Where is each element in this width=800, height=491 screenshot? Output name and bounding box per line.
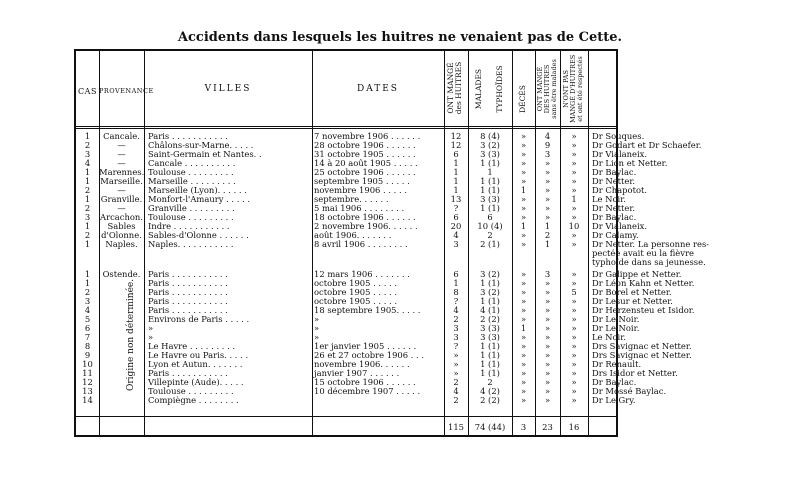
cell-nont-pas: » [571, 314, 577, 324]
cell-observation: pectée avait eu la fièvre [592, 248, 694, 258]
cell-deces: » [520, 287, 527, 297]
cell-cas: 3 [84, 212, 91, 222]
cell-deces: » [520, 359, 527, 369]
total-malades: 74 (44) [474, 422, 506, 432]
cell-sans-malades: » [544, 185, 551, 195]
cell-malades: 1 (1) [480, 341, 500, 351]
cell-malades: 1 [487, 167, 493, 177]
cell-ont-mange: 1 [453, 167, 459, 177]
cell-ont-mange: 1 [453, 278, 459, 288]
cell-ville: Marseille . . . . . . . . . [148, 176, 236, 186]
cell-ont-mange: » [453, 359, 459, 369]
cell-nont-pas: » [571, 332, 577, 342]
cell-cas: 1 [84, 278, 91, 288]
cell-deces: » [520, 212, 527, 222]
cell-date: » [314, 314, 320, 324]
cell-cas: 11 [82, 368, 93, 378]
accidents-table [74, 49, 710, 437]
cell-nont-pas: » [571, 350, 577, 360]
cell-malades: 1 (1) [480, 158, 500, 168]
cell-sans-malades: 1 [544, 221, 551, 231]
cell-malades: 10 (4) [477, 221, 503, 231]
cell-cas: 14 [82, 395, 93, 405]
cell-sans-malades: » [544, 314, 551, 324]
cell-observation: Dr Baylac. [592, 167, 637, 177]
cell-sans-malades: » [544, 167, 551, 177]
cell-ville: Lyon et Autun. . . . . . . [148, 359, 243, 369]
cell-provenance: Sables [107, 221, 136, 231]
cell-provenance: — [117, 140, 126, 150]
cell-cas: 9 [84, 350, 91, 360]
cell-nont-pas: » [571, 395, 577, 405]
cell-nont-pas: » [571, 296, 577, 306]
cell-ville: Environs de Paris . . . . . [148, 314, 250, 324]
cell-deces: » [520, 158, 527, 168]
cell-ont-mange: » [453, 350, 459, 360]
cell-deces: » [520, 296, 527, 306]
cell-malades: 6 [487, 212, 493, 222]
cell-nont-pas: » [571, 176, 577, 186]
cell-provenance: — [117, 185, 126, 195]
cell-sans-malades: » [544, 305, 551, 315]
header-deces: DÉCÈS [518, 85, 527, 113]
cell-deces: » [520, 386, 527, 396]
cell-malades: 1 (1) [480, 203, 500, 213]
cell-ville: Toulouse . . . . . . . . . [148, 212, 234, 222]
cell-ont-mange: 6 [453, 269, 459, 279]
cell-deces: 1 [520, 221, 527, 231]
cell-ont-mange: 4 [453, 386, 459, 396]
origin-label: Origine non déterminée. [126, 278, 136, 391]
cell-date: novembre 1906. . . . . . [314, 359, 410, 369]
cell-cas: 4 [84, 305, 91, 315]
cell-deces: » [520, 377, 527, 387]
cell-observation: Dr Le Noir. [592, 314, 640, 324]
cell-malades: 1 (1) [480, 278, 500, 288]
cell-ont-mange: 12 [450, 131, 462, 141]
cell-malades: 4 (2) [480, 386, 500, 396]
cell-deces: » [520, 149, 527, 159]
cell-deces: » [520, 176, 527, 186]
cell-cas: 12 [82, 377, 93, 387]
header-nont-pas-line3: et ont été respectés [576, 56, 584, 122]
cell-ont-mange: 1 [453, 176, 459, 186]
header-nont-pas [563, 55, 584, 123]
cell-nont-pas: » [571, 230, 577, 240]
cell-sans-malades: » [544, 341, 551, 351]
cell-ont-mange: 3 [453, 332, 459, 342]
cell-ville: Compiègne . . . . . . . . [148, 395, 239, 405]
cell-observation: Dr Renault. [592, 359, 642, 369]
cell-observation: Dr Lesur et Netter. [592, 296, 673, 306]
cell-cas: 3 [84, 149, 91, 159]
cell-observation: Dr Le Noir. [592, 323, 640, 333]
cell-date: 12 mars 1906 . . . . . . . [314, 269, 410, 279]
cell-ont-mange: 4 [453, 305, 459, 315]
cell-nont-pas: » [571, 323, 577, 333]
cell-sans-malades: » [544, 212, 551, 222]
cell-cas: 10 [82, 359, 93, 369]
header-ont-mange-line3: HUITRES [454, 61, 463, 99]
cell-observation: Dr Le Gry. [592, 395, 636, 405]
cell-date: octobre 1905 . . . . . [314, 296, 398, 306]
cell-ont-mange: ? [453, 203, 459, 213]
cell-malades: 2 [487, 230, 493, 240]
cell-ville: Sables-d'Olonne . . . . . . [148, 230, 249, 240]
cell-provenance: d'Olonne. [101, 230, 142, 240]
cell-nont-pas: » [571, 278, 577, 288]
cell-provenance: — [117, 203, 126, 213]
cell-date: 25 octobre 1906 . . . . . . [314, 167, 416, 177]
cell-deces: » [520, 314, 527, 324]
cell-cas: 1 [84, 239, 91, 249]
cell-malades: 2 (2) [480, 395, 500, 405]
cell-ont-mange: 12 [450, 140, 462, 150]
col-rule [144, 51, 145, 435]
cell-provenance: Marseille. [100, 176, 143, 186]
cell-observation: Dr Vialaneix. [592, 149, 648, 159]
cell-date: octobre 1905 . . . . . [314, 287, 398, 297]
total-sans-malades: 23 [542, 422, 553, 432]
header-ont-mange-sans-malades [537, 55, 558, 123]
cell-malades: 1 (1) [480, 185, 500, 195]
cell-sans-malades: 4 [544, 131, 551, 141]
cell-nont-pas: » [571, 359, 577, 369]
cell-cas: 8 [84, 341, 91, 351]
cell-malades: 3 (3) [480, 323, 500, 333]
cell-sans-malades: » [544, 350, 551, 360]
cell-malades: 3 (2) [480, 140, 500, 150]
cell-provenance: Naples. [105, 239, 138, 249]
cell-nont-pas: 10 [568, 221, 580, 231]
page-title: Accidents dans lesquels les huitres ne venaient pas de Cette. [177, 30, 623, 45]
header-malades: MALADES [474, 68, 483, 110]
cell-ont-mange: ? [453, 341, 459, 351]
cell-malades: 1 (1) [480, 176, 500, 186]
cell-ont-mange: 6 [453, 149, 459, 159]
cell-ville: Marseille (Lyon). . . . . . [148, 185, 247, 195]
cell-date: 10 décembre 1907 . . . . . [314, 386, 421, 396]
cell-malades: 2 [487, 377, 493, 387]
cell-deces: » [520, 332, 527, 342]
cell-ville: Le Havre ou Paris. . . . . [148, 350, 249, 360]
cell-sans-malades: 1 [544, 239, 551, 249]
cell-observation: Dr Chapotot. [592, 185, 648, 195]
cell-ville: Paris . . . . . . . . . . . [148, 278, 228, 288]
cell-cas: 2 [84, 230, 91, 240]
cell-deces: » [520, 239, 527, 249]
cell-ont-mange: 6 [453, 212, 459, 222]
cell-date: septembre 1905 . . . . . [314, 176, 410, 186]
cell-date: 2 novembre 1906. . . . . . [314, 221, 418, 231]
cell-provenance: — [117, 158, 126, 168]
cell-ville: » [148, 323, 154, 333]
cell-nont-pas: » [571, 368, 577, 378]
cell-deces: » [520, 194, 527, 204]
cell-nont-pas: » [571, 203, 577, 213]
header-ont-mange-bis-line2: DES HUITRES [543, 64, 551, 114]
cell-ont-mange: 20 [450, 221, 462, 231]
cell-malades: 3 (3) [480, 332, 500, 342]
col-rule [312, 51, 313, 435]
cell-sans-malades: » [544, 296, 551, 306]
cell-sans-malades: » [544, 368, 551, 378]
cell-ville: Granville . . . . . . . . . [148, 203, 235, 213]
cell-ville: Monfort-l'Amaury . . . . . [148, 194, 251, 204]
cell-deces: » [520, 305, 527, 315]
cell-nont-pas: » [571, 269, 577, 279]
cell-nont-pas: » [571, 212, 577, 222]
header-dates: DATES [357, 84, 399, 94]
cell-date: 1er janvier 1905 . . . . . . [314, 341, 417, 351]
cell-ville: Paris . . . . . . . . . . . [148, 305, 228, 315]
cell-observation: Drs Savignac et Netter. [592, 341, 692, 351]
cell-deces: 1 [520, 323, 527, 333]
cell-cas: 6 [84, 323, 91, 333]
cell-deces: » [520, 167, 527, 177]
cell-sans-malades: » [544, 278, 551, 288]
cell-sans-malades: » [544, 332, 551, 342]
cell-sans-malades: » [544, 287, 551, 297]
header-ont-mange-line2: des [454, 101, 463, 115]
cell-sans-malades: » [544, 359, 551, 369]
total-ont-mange: 115 [448, 422, 464, 432]
cell-sans-malades: 3 [544, 269, 551, 279]
cell-sans-malades: » [544, 386, 551, 396]
cell-nont-pas: » [571, 167, 577, 177]
cell-malades: 2 (1) [480, 239, 500, 249]
cell-date: 18 octobre 1906 . . . . . . [314, 212, 416, 222]
cell-cas: 2 [84, 185, 91, 195]
cell-ont-mange: 8 [453, 287, 459, 297]
header-nont-pas-line1: N'ONT PAS [562, 70, 570, 108]
cell-cas: 1 [84, 167, 91, 177]
header-nont-pas-line2: MANGÉ D'HUITRES [569, 54, 577, 123]
cell-ville: Toulouse . . . . . . . . . [148, 386, 234, 396]
cell-observation: Dr Borel et Netter. [592, 287, 672, 297]
cell-cas: 1 [84, 176, 91, 186]
cell-observation: Dr Netter. [592, 176, 636, 186]
cell-sans-malades: » [544, 158, 551, 168]
cell-cas: 7 [84, 332, 91, 342]
cell-date: 15 octobre 1906 . . . . . . [314, 377, 416, 387]
cell-observation: Dr Baylac. [592, 377, 637, 387]
cell-observation: Dr Galippe et Netter. [592, 269, 682, 279]
cell-cas: 1 [84, 131, 91, 141]
cell-observation: Dr Netter. La personne res- [592, 239, 710, 249]
cell-deces: » [520, 269, 527, 279]
cell-ville: Paris . . . . . . . . . . . [148, 296, 228, 306]
cell-observation: Dr Baylac. [592, 212, 637, 222]
cell-ont-mange: 2 [453, 395, 459, 405]
cell-observation: Drs Savignac et Netter. [592, 350, 692, 360]
cell-sans-malades: 3 [544, 149, 551, 159]
cell-date: » [314, 332, 320, 342]
cell-ville: » [148, 332, 154, 342]
cell-provenance: Marennes. [99, 167, 145, 177]
cell-ville: Châlons-sur-Marne. . . . . [148, 140, 254, 150]
cell-nont-pas: » [571, 149, 577, 159]
cell-date: octobre 1905 . . . . . [314, 278, 398, 288]
header-ont-mange-line1: ONT MANGÉ [446, 62, 455, 114]
cell-nont-pas: » [571, 341, 577, 351]
header-typhoides: TYPHOÏDES [495, 65, 504, 113]
header-villes: VILLES [204, 84, 252, 94]
cell-cas: 13 [82, 386, 93, 396]
cell-ville: Le Havre . . . . . . . . . [148, 341, 236, 351]
cell-ville: Saint-Germain et Nantes. . [148, 149, 262, 159]
cell-observation: Le Noir. [592, 194, 626, 204]
cell-date: 5 mai 1906 . . . . . . . . [314, 203, 405, 213]
cell-deces: » [520, 278, 527, 288]
cell-ville: Paris . . . . . . . . . . . [148, 287, 228, 297]
cell-cas: 2 [84, 287, 91, 297]
cell-observation: Dr Herzensteu et Isidor. [592, 305, 695, 315]
cell-malades: 4 (1) [480, 305, 500, 315]
cell-date: » [314, 323, 320, 333]
cell-provenance: Granville. [100, 194, 143, 204]
cell-ville: Naples. . . . . . . . . . . [148, 239, 234, 249]
cell-ont-mange: 1 [453, 185, 459, 195]
cell-ont-mange: 2 [453, 377, 459, 387]
cell-observation: Dr Godart et Dr Schaefer. [592, 140, 702, 150]
cell-malades: 2 (2) [480, 314, 500, 324]
cell-ville: Indre . . . . . . . . . . . [148, 221, 230, 231]
header-ont-mange-bis-line3: sans être malades [550, 59, 558, 119]
cell-observation: Dr Calamy. [592, 230, 639, 240]
cell-sans-malades: » [544, 395, 551, 405]
cell-deces: » [520, 140, 527, 150]
cell-nont-pas: 5 [571, 287, 577, 297]
cell-cas: 4 [84, 158, 91, 168]
cell-observation: Dr Vialaneix. [592, 221, 648, 231]
cell-nont-pas: » [571, 305, 577, 315]
cell-observation: Dr Léon Kahn et Netter. [592, 278, 695, 288]
cell-date: novembre 1906 . . . . . [314, 185, 407, 195]
cell-nont-pas: » [571, 239, 577, 249]
cell-date: 7 novembre 1906 . . . . . . [314, 131, 421, 141]
cell-nont-pas: » [571, 158, 577, 168]
total-nont-pas: 16 [568, 422, 580, 432]
cell-date: 26 et 27 octobre 1906 . . . [314, 350, 425, 360]
cell-cas: 5 [84, 314, 91, 324]
cell-observation: Drs Isidor et Netter. [592, 368, 678, 378]
cell-cas: 2 [84, 203, 91, 213]
cell-malades: 3 (2) [480, 287, 500, 297]
cell-malades: 3 (3) [480, 149, 500, 159]
cell-ont-mange: 4 [453, 230, 459, 240]
cell-deces: » [520, 350, 527, 360]
header-cas: CAS [78, 87, 97, 96]
cell-malades: 1 (1) [480, 296, 500, 306]
cell-nont-pas: » [571, 185, 577, 195]
cell-observation: Dr Lion et Netter. [592, 158, 668, 168]
cell-date: 31 octobre 1905 . . . . . . [314, 149, 416, 159]
col-rule [588, 51, 589, 435]
cell-cas: 1 [84, 194, 91, 204]
cell-nont-pas: » [571, 386, 577, 396]
cell-malades: 8 (4) [480, 131, 500, 141]
cell-sans-malades: » [544, 377, 551, 387]
cell-date: 28 octobre 1906 . . . . . . [314, 140, 416, 150]
cell-ont-mange: ? [453, 296, 459, 306]
cell-ville: Toulouse . . . . . . . . . [148, 167, 234, 177]
cell-sans-malades: » [544, 176, 551, 186]
cell-ville: Paris . . . . . . . . . . . [148, 368, 228, 378]
cell-cas: 1 [84, 269, 91, 279]
cell-cas: 2 [84, 140, 91, 150]
cell-date: 8 avril 1906 . . . . . . . . [314, 239, 408, 249]
cell-observation: Le Noir. [592, 332, 626, 342]
cell-observation: typhoïde dans sa jeunesse. [592, 257, 706, 267]
cell-deces: » [520, 368, 527, 378]
cell-ont-mange: 2 [453, 314, 459, 324]
cell-sans-malades: » [544, 203, 551, 213]
cell-provenance: Cancale. [103, 131, 140, 141]
cell-provenance: Arcachon. [100, 212, 143, 222]
cell-date: 18 septembre 1905. . . . . [314, 305, 421, 315]
cell-deces: » [520, 395, 527, 405]
cell-date: janvier 1907 . . . . . . [314, 368, 400, 378]
cell-date: août 1906. . . . . . . [314, 230, 392, 240]
cell-sans-malades: 9 [544, 140, 551, 150]
header-provenance: PROVENANCE [99, 87, 154, 95]
header-ont-mange [447, 57, 463, 119]
cell-malades: 1 (1) [480, 359, 500, 369]
cell-observation: Dr Mossé Baylac. [592, 386, 667, 396]
cell-observation: Dr Netter. [592, 203, 636, 213]
cell-malades: 1 (1) [480, 368, 500, 378]
cell-malades: 3 (2) [480, 269, 500, 279]
cell-ont-mange: 1 [453, 158, 459, 168]
cell-deces: 1 [520, 185, 527, 195]
cell-sans-malades: » [544, 194, 551, 204]
cell-provenance: Ostende. [102, 269, 141, 279]
cell-cas: 3 [84, 296, 91, 306]
cell-sans-malades: » [544, 323, 551, 333]
cell-observation: Dr Souques. [592, 131, 645, 141]
cell-ont-mange: 3 [453, 239, 459, 249]
cell-deces: » [520, 203, 527, 213]
cell-date: septembre. . . . . . [314, 194, 389, 204]
cell-ville: Cancale . . . . . . . . . . [148, 158, 236, 168]
cell-ville: Paris . . . . . . . . . . . [148, 269, 228, 279]
cell-deces: » [520, 341, 527, 351]
cell-nont-pas: » [571, 140, 577, 150]
cell-cas: 1 [84, 221, 91, 231]
cell-malades: 3 (3) [480, 194, 500, 204]
cell-nont-pas: » [571, 131, 577, 141]
cell-ont-mange: 13 [450, 194, 462, 204]
cell-date: 14 à 20 août 1905 . . . . . [314, 158, 418, 168]
cell-nont-pas: » [571, 377, 577, 387]
cell-ont-mange: 3 [453, 323, 459, 333]
cell-provenance: — [117, 149, 126, 159]
cell-deces: » [520, 230, 527, 240]
cell-deces: » [520, 131, 527, 141]
cell-nont-pas: 1 [571, 194, 577, 204]
header-ont-mange-bis-line1: ONT MANGÉ [536, 66, 544, 112]
total-deces: 3 [520, 422, 527, 432]
cell-ville: Villepinte (Aude). . . . . [148, 377, 244, 387]
cell-sans-malades: 2 [544, 230, 551, 240]
cell-malades: 1 (1) [480, 350, 500, 360]
cell-ville: Paris . . . . . . . . . . . [148, 131, 228, 141]
cell-ont-mange: » [453, 368, 459, 378]
